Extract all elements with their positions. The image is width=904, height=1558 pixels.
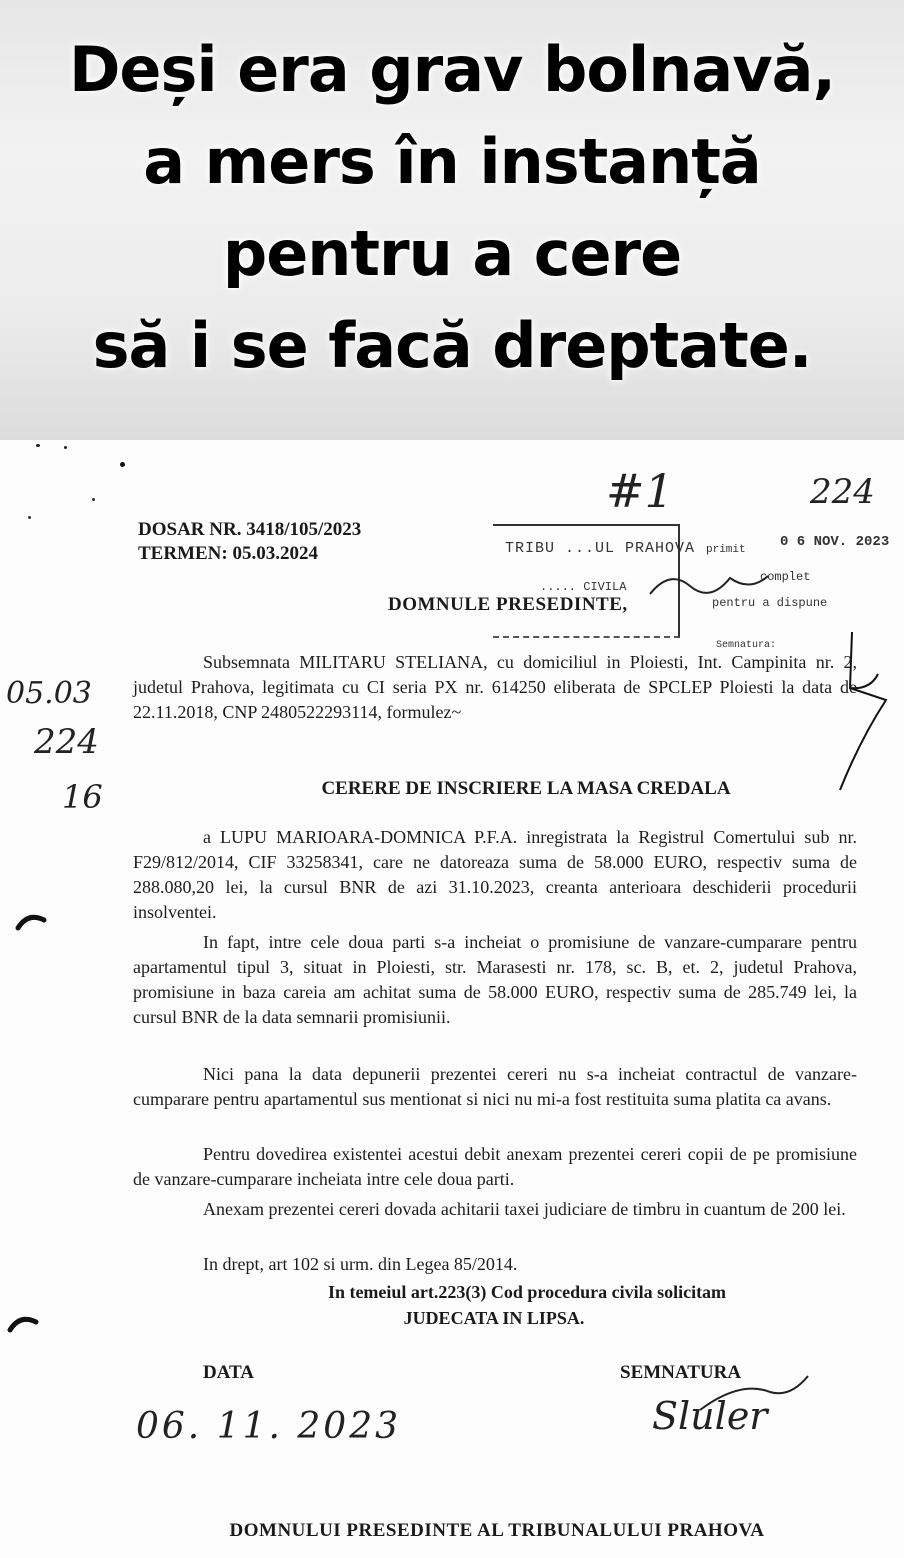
hearing-date: TERMEN: 05.03.2024 [138, 543, 318, 564]
paragraph-no-contract: Nici pana la data depunerii prezentei cereri nu s-a incheiat contractul de vanzare-cumparare pentru apartamentul sus mentionat si nici nu mi-a fost restituita suma platita ca avans. [133, 1064, 857, 1109]
headline-line-4: să i se facă dreptate. [92, 309, 812, 382]
signature-flourish [700, 1370, 810, 1420]
headline [0, 24, 904, 392]
headline-line-3: pentru a cere [222, 217, 682, 290]
stamp-section: ..... CIVILA [540, 580, 627, 594]
paragraph-legal-basis: In drept, art 102 si urm. din Legea 85/2014. [203, 1254, 518, 1274]
intro-paragraph: Subsemnata MILITARU STELIANA, cu domiciliul in Ploiesti, Int. Campinita nr. 2, judetul Prahova, legitimata cu CI seria PX nr. 614250 eliberata de SPCLEP Ploiesti la data de 22.11.2018, CNP 2480522293114, formulez~ [133, 652, 857, 722]
speck [64, 446, 67, 449]
date-label: DATA [203, 1362, 255, 1383]
handwritten-margin-date: 05.03 [6, 676, 92, 711]
judgment-in-absence: JUDECATA IN LIPSA. [403, 1308, 585, 1328]
paragraph-debtor: a LUPU MARIOARA-DOMNICA P.F.A. inregistrata la Registrul Comertului sub nr. F29/812/2014, CIF 33258341, care ne datoreaza suma de 58.000 EURO, respectiv suma de 288.080,20 lei, la cursul BNR de azi 31.10.2023, creanta anterioara deschiderii procedurii insolventei. [133, 827, 857, 922]
speck [36, 444, 40, 447]
document-scan [0, 440, 904, 1558]
headline-line-1: Deși era grav bolnavă, [68, 33, 836, 106]
stamp-court-name: TRIBU ...UL PRAHOVA [505, 540, 696, 557]
stamp-scribble [650, 564, 770, 604]
handwritten-registration: 224 [810, 472, 875, 512]
stamp-received: primit [706, 544, 746, 556]
headline-line-2: a mers în instanță [143, 125, 761, 198]
stamp-signature-label: Semnatura: [716, 640, 777, 651]
speck [120, 462, 125, 467]
stamp-instruction: pentru a dispune [712, 596, 828, 610]
handwritten-signature: Sluler [652, 1394, 768, 1438]
punch-hole-mark-top [16, 910, 46, 930]
stamp-panel: complet [760, 570, 811, 584]
closing-request: In temeiul art.223(3) Cod procedura civila solicitam [327, 1282, 727, 1302]
court-addressee-footer: DOMNULUI PRESEDINTE AL TRIBUNALULUI PRAHOVA [229, 1520, 765, 1541]
handwritten-date: 06. 11. 2023 [136, 1406, 402, 1447]
signature-label: SEMNATURA [620, 1362, 742, 1383]
case-number: DOSAR NR. 3418/105/2023 [138, 519, 362, 540]
speck [92, 498, 95, 501]
paragraph-evidence: Pentru dovedirea existentei acestui debit anexam prezentei cereri copii de pe promisiune de vanzare-cumparare incheiata intre cele doua parti. [133, 1144, 857, 1189]
handwritten-margin-number: 224 [34, 722, 99, 762]
addressee: DOMNULE PRESEDINTE, [388, 594, 628, 615]
case-number-block [138, 518, 361, 566]
speck [28, 516, 31, 519]
stamp-date: 0 6 NOV. 2023 [780, 534, 890, 550]
handwritten-number: #1 [606, 464, 674, 518]
paragraph-fee: Anexam prezentei cereri dovada achitarii taxei judiciare de timbru in cuantum de 200 lei. [203, 1199, 846, 1219]
paragraph-facts: In fapt, intre cele doua parti s-a incheiat o promisiune de vanzare-cumparare pentru apartamentul tipul 3, situat in Ploiesti, str. Marasesti nr. 178, sc. B, et. 2, judetul Prahova, promisiune in baza careia am achitat suma de 58.000 EURO, respectiv suma de 285.749 lei, la cursul BNR de la data semnarii promisiunii. [133, 932, 857, 1027]
handwritten-margin-folio: 16 [62, 778, 103, 816]
request-title: CERERE DE INSCRIERE LA MASA CREDALA [321, 778, 731, 799]
